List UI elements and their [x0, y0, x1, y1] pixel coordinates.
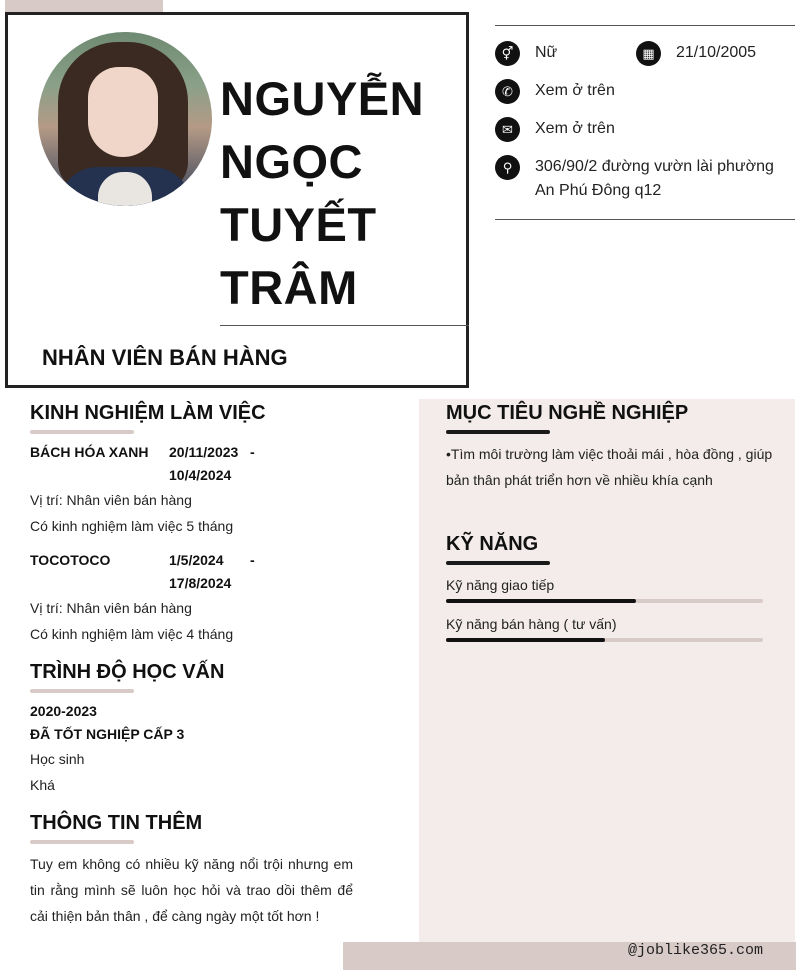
skills-underline [446, 561, 550, 565]
header-card [5, 12, 469, 388]
birthdate-value: 21/10/2005 [676, 44, 757, 61]
skill-label: Kỹ năng bán hàng ( tư vấn) [446, 616, 617, 632]
skill-bar-track [446, 638, 763, 642]
experience-position: Vị trí: Nhân viên bán hàng [30, 600, 192, 616]
full-name [220, 67, 460, 319]
education-grade: Khá [30, 777, 55, 793]
contact-divider-bottom [495, 219, 795, 220]
experience-company: BÁCH HÓA XANH [30, 444, 149, 460]
extra-info-underline [30, 840, 134, 844]
name-divider [220, 325, 469, 326]
footer-brand: @joblike365.com [628, 942, 764, 959]
experience-underline [30, 430, 134, 434]
experience-end-date: 17/8/2024 [169, 575, 232, 591]
name-line: NGUYỄN [220, 72, 425, 125]
experience-date-dash: - [250, 552, 255, 568]
skill-bar-track [446, 599, 763, 603]
experience-end-date: 10/4/2024 [169, 467, 232, 483]
phone-icon: ✆ [495, 79, 520, 104]
extra-info-text: Tuy em không có nhiều kỹ năng nổi trội nhưng em tin rằng mình sẽ luôn học hỏi và trao dồi thêm để cải thiện bản thân , để càng ngày một tốt hơn ! [30, 856, 353, 924]
name-line: TRÂM [220, 261, 358, 314]
education-underline [30, 689, 134, 693]
avatar-photo [38, 32, 212, 206]
contact-gender-row [495, 41, 557, 66]
contact-address-row [495, 155, 774, 203]
address-line-2: An Phú Đông q12 [535, 182, 662, 199]
contact-email-row [495, 117, 615, 142]
calendar-icon: ▦ [636, 41, 661, 66]
education-years: 2020-2023 [30, 703, 97, 719]
education-title: TRÌNH ĐỘ HỌC VẤN [30, 661, 225, 683]
location-pin-icon: ⚲ [495, 155, 520, 180]
experience-start-date: 1/5/2024 [169, 552, 224, 568]
experience-title: KINH NGHIỆM LÀM VIỆC [30, 402, 266, 424]
skill-bar-fill [446, 638, 605, 642]
name-line: NGỌC [220, 135, 363, 188]
address-value [535, 155, 774, 203]
objective-underline [446, 430, 550, 434]
email-value: Xem ở trên [535, 120, 615, 137]
contact-block [495, 25, 795, 199]
skills-title: KỸ NĂNG [446, 533, 539, 555]
name-line: TUYẾT [220, 198, 377, 251]
experience-note: Có kinh nghiệm làm việc 5 tháng [30, 518, 234, 534]
objective-text: •Tìm môi trường làm việc thoải mái , hòa đồng , giúp bản thân phát triển hơn về nhiều khía cạnh [446, 446, 773, 488]
phone-value: Xem ở trên [535, 82, 615, 99]
experience-note: Có kinh nghiệm làm việc 4 tháng [30, 626, 234, 642]
contact-phone-row [495, 79, 615, 104]
experience-start-date: 20/11/2023 [169, 444, 239, 460]
experience-date-dash: - [250, 444, 255, 460]
experience-company: TOCOTOCO [30, 552, 111, 568]
skill-bar-fill [446, 599, 636, 603]
education-role: Học sinh [30, 751, 85, 767]
experience-position: Vị trí: Nhân viên bán hàng [30, 492, 192, 508]
education-degree: ĐÃ TỐT NGHIỆP CẤP 3 [30, 726, 185, 742]
address-line-1: 306/90/2 đường vườn lài phường [535, 158, 774, 175]
extra-info-title: THÔNG TIN THÊM [30, 812, 203, 834]
mail-icon: ✉ [495, 117, 520, 142]
avatar-face [88, 67, 158, 157]
job-title: NHÂN VIÊN BÁN HÀNG [42, 345, 288, 370]
contact-birthdate-row [636, 41, 756, 66]
skill-label: Kỹ năng giao tiếp [446, 577, 555, 593]
gender-value: Nữ [535, 44, 558, 61]
objective-title: MỤC TIÊU NGHỀ NGHIỆP [446, 402, 689, 424]
contact-divider-top [495, 25, 795, 26]
gender-icon: ⚥ [495, 41, 520, 66]
